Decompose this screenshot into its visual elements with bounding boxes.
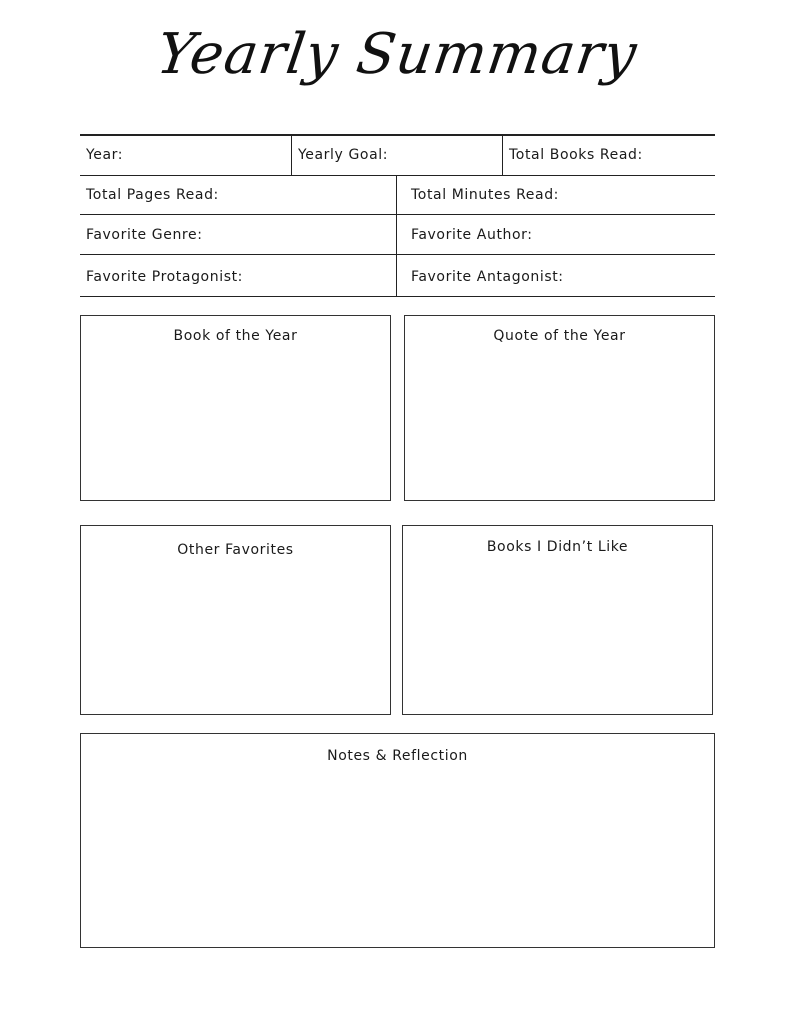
table-row-divider: [80, 214, 715, 215]
table-row-divider: [80, 175, 715, 176]
books-didnt-like-box[interactable]: [402, 525, 713, 715]
favorite-antagonist-field[interactable]: Favorite Antagonist:: [411, 269, 564, 285]
books-didnt-like-heading: Books I Didn’t Like: [486, 539, 629, 555]
table-top-border: [80, 134, 715, 136]
book-of-the-year-box[interactable]: [80, 315, 391, 501]
table-column-divider: [291, 135, 292, 175]
table-row-divider: [80, 254, 715, 255]
quote-of-the-year-box[interactable]: [404, 315, 715, 501]
other-favorites-heading: Other Favorites: [177, 542, 294, 558]
total-pages-read-field[interactable]: Total Pages Read:: [86, 187, 219, 203]
favorite-author-field[interactable]: Favorite Author:: [411, 227, 533, 243]
table-bottom-border: [80, 296, 715, 297]
yearly-goal-field[interactable]: Yearly Goal:: [298, 147, 389, 163]
favorite-protagonist-field[interactable]: Favorite Protagonist:: [86, 269, 243, 285]
year-field[interactable]: Year:: [86, 147, 124, 163]
page-title: Yearly Summary: [152, 22, 642, 87]
notes-reflection-box[interactable]: [80, 733, 715, 948]
book-of-the-year-heading: Book of the Year: [173, 328, 298, 344]
table-column-divider: [396, 176, 397, 296]
total-minutes-read-field[interactable]: Total Minutes Read:: [411, 187, 560, 203]
table-column-divider: [502, 135, 503, 175]
other-favorites-box[interactable]: [80, 525, 391, 715]
favorite-genre-field[interactable]: Favorite Genre:: [86, 227, 203, 243]
quote-of-the-year-heading: Quote of the Year: [493, 328, 626, 344]
total-books-read-field[interactable]: Total Books Read:: [509, 147, 643, 163]
notes-reflection-heading: Notes & Reflection: [327, 748, 468, 764]
